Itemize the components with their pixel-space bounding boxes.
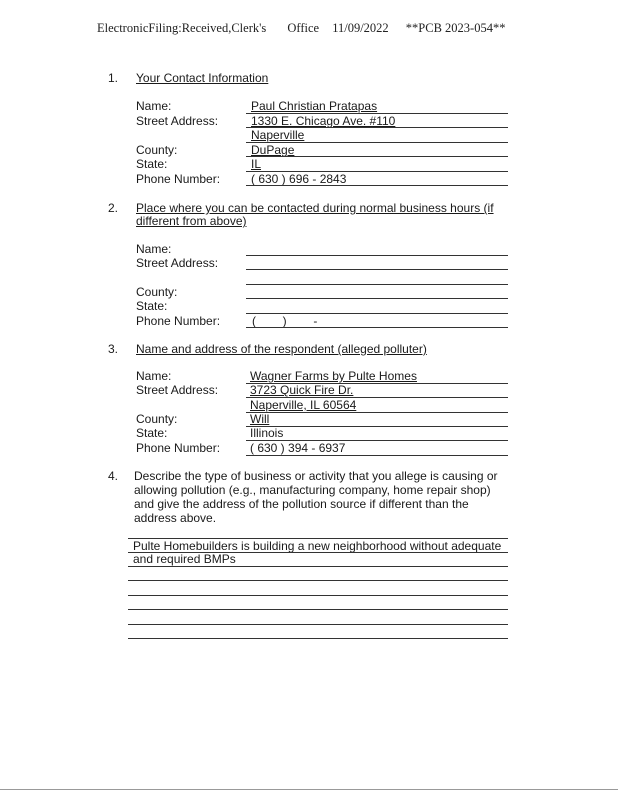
answer-rule[interactable] xyxy=(128,595,508,596)
section1-title: Your Contact Information xyxy=(136,71,269,85)
section2-number: 2. xyxy=(108,201,119,215)
s3-street2-value[interactable]: Naperville, IL 60564 xyxy=(250,398,357,412)
s1-rule xyxy=(246,156,508,157)
s1-name-label: Name: xyxy=(136,99,172,113)
s1-county-value[interactable]: DuPage xyxy=(251,143,295,157)
s1-street2-value[interactable]: Naperville xyxy=(251,128,305,142)
s1-rule xyxy=(246,113,508,114)
answer-rule[interactable] xyxy=(128,638,508,639)
s3-street1-value[interactable]: 3723 Quick Fire Dr. xyxy=(250,383,354,397)
answer-line-2[interactable]: and required BMPs xyxy=(133,552,236,566)
s2-name-label: Name: xyxy=(136,242,172,256)
filing-date: 11/09/2022 xyxy=(332,21,389,35)
s3-name-label: Name: xyxy=(136,369,172,383)
s1-state-label: State: xyxy=(136,157,168,171)
s1-rule xyxy=(246,185,508,186)
s2-street-label: Street Address: xyxy=(136,256,219,270)
s3-rule xyxy=(246,426,508,427)
s3-state-label: State: xyxy=(136,426,168,440)
filing-office: Office xyxy=(287,21,320,35)
s3-state-value[interactable]: Illinois xyxy=(250,426,284,440)
answer-line-1[interactable]: Pulte Homebuilders is building a new neighborhood without adequate xyxy=(133,539,502,553)
s3-phone-label: Phone Number: xyxy=(136,441,221,455)
section4-number: 4. xyxy=(108,469,119,483)
s1-street-label: Street Address: xyxy=(136,114,219,128)
section1-number: 1. xyxy=(108,71,119,85)
case-number: **PCB 2023-054** xyxy=(405,21,506,35)
s1-rule xyxy=(246,171,508,172)
s1-phone-label: Phone Number: xyxy=(136,172,221,186)
section3-title: Name and address of the respondent (alleged polluter) xyxy=(136,342,427,356)
section2-title-line1: Place where you can be contacted during normal business hours (if xyxy=(136,201,494,215)
s3-rule xyxy=(246,383,508,384)
s2-street2-field[interactable] xyxy=(246,284,508,285)
answer-rule xyxy=(128,580,508,581)
filing-status: ElectronicFiling:Received,Clerk's xyxy=(97,21,267,35)
s1-rule xyxy=(246,142,508,143)
s2-county-label: County: xyxy=(136,285,178,299)
s2-county-field[interactable] xyxy=(246,298,508,299)
s3-street-label: Street Address: xyxy=(136,383,219,397)
s3-name-value[interactable]: Wagner Farms by Pulte Homes xyxy=(250,369,417,383)
answer-rule xyxy=(128,566,508,567)
section4-prompt xyxy=(134,469,498,525)
s2-state-label: State: xyxy=(136,299,168,313)
s2-phone-template[interactable]: ( ) - xyxy=(252,314,318,328)
s1-county-label: County: xyxy=(136,143,178,157)
s3-rule xyxy=(246,440,508,441)
filing-stamp xyxy=(97,21,505,36)
s3-rule xyxy=(246,455,508,456)
prompt-line: and give the address of the pollution source if different than the xyxy=(134,497,469,511)
s3-county-label: County: xyxy=(136,412,178,426)
s1-name-value[interactable]: Paul Christian Pratapas xyxy=(251,99,378,113)
s3-phone-value[interactable]: ( 630 ) 394 - 6937 xyxy=(250,441,346,455)
page-edge xyxy=(0,789,618,790)
s1-rule xyxy=(246,127,508,128)
s1-phone-value[interactable]: ( 630 ) 696 - 2843 xyxy=(251,172,347,186)
s2-phone-field[interactable] xyxy=(246,327,508,328)
answer-rule[interactable] xyxy=(128,624,508,625)
s3-rule xyxy=(246,397,508,398)
s1-state-value[interactable]: IL xyxy=(251,157,262,171)
s2-street1-field[interactable] xyxy=(246,269,508,270)
section2-title-line2: different from above) xyxy=(136,214,247,228)
s2-state-field[interactable] xyxy=(246,313,508,314)
prompt-line: Describe the type of business or activity that you allege is causing or xyxy=(134,469,498,483)
prompt-line: allowing pollution (e.g., manufacturing company, home repair shop) xyxy=(134,483,491,497)
answer-rule[interactable] xyxy=(128,609,508,610)
section3-number: 3. xyxy=(108,342,119,356)
s3-rule xyxy=(246,412,508,413)
s1-street1-value[interactable]: 1330 E. Chicago Ave. #110 xyxy=(251,114,396,128)
s3-county-value[interactable]: Will xyxy=(250,412,270,426)
s2-phone-label: Phone Number: xyxy=(136,314,221,328)
prompt-line: address above. xyxy=(134,511,217,525)
s2-name-field[interactable] xyxy=(246,255,508,256)
